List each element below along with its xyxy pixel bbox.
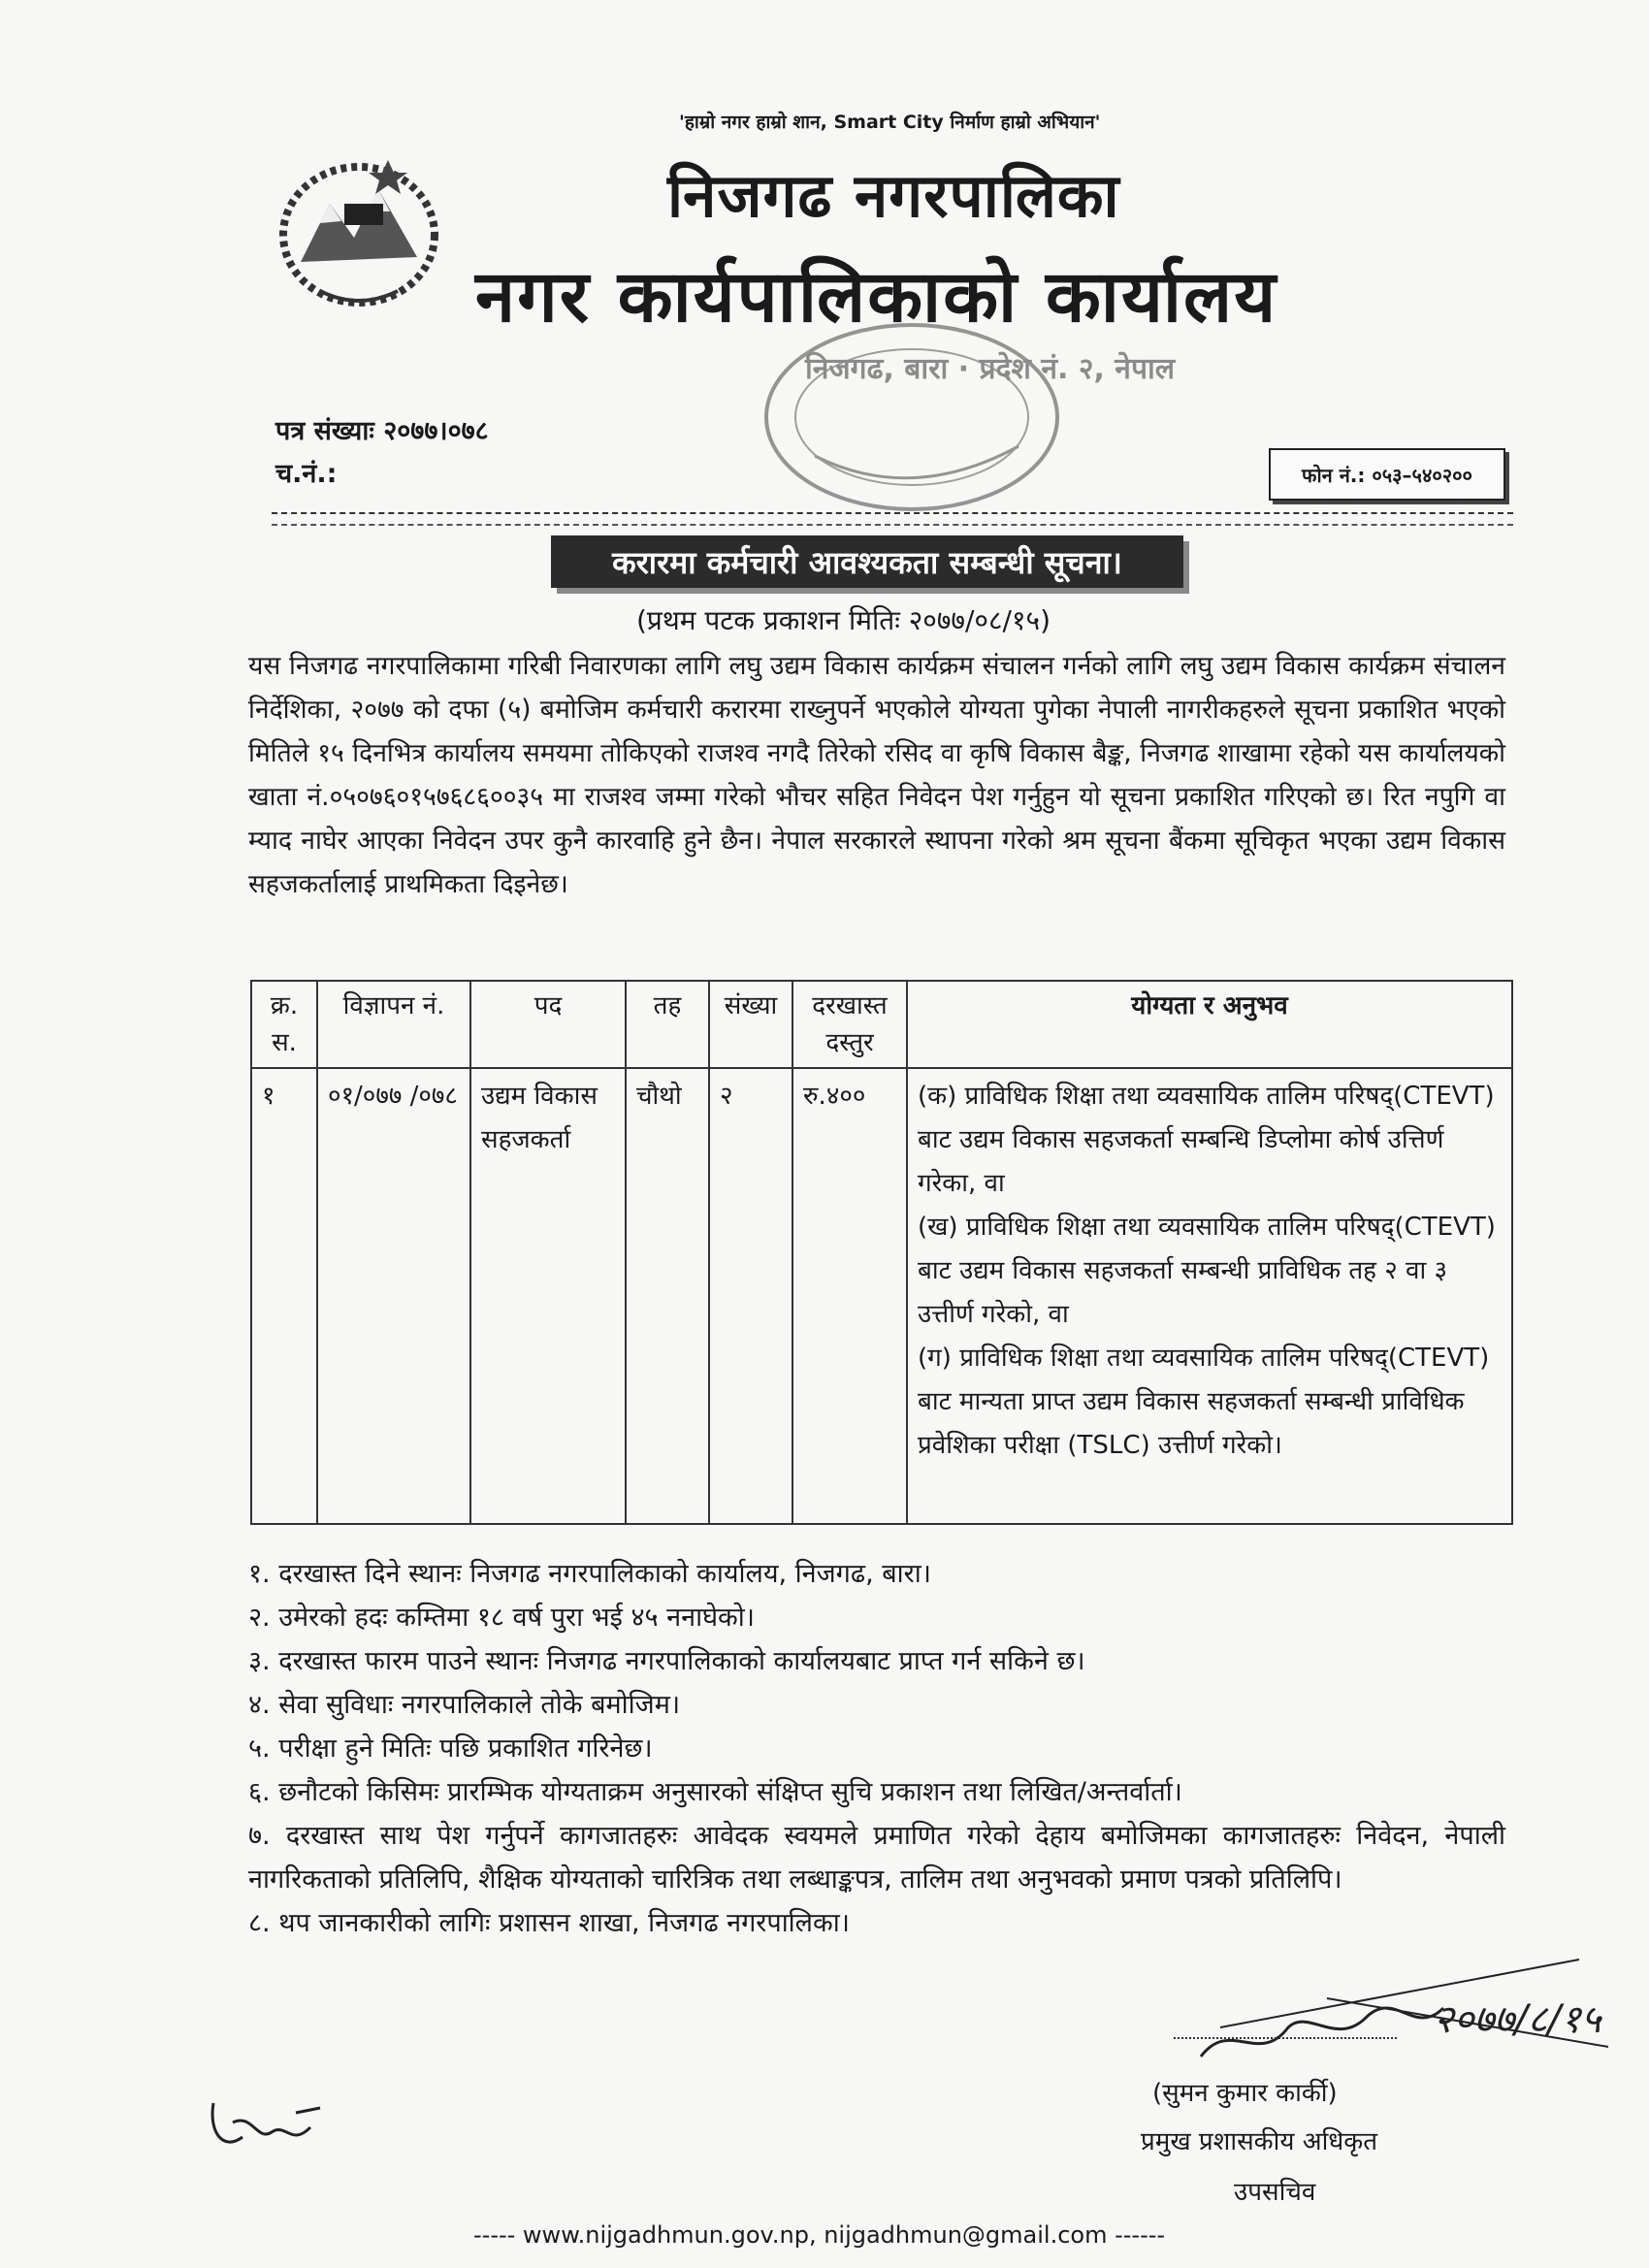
qualification-item: (क) प्राविधिक शिक्षा तथा व्यवसायिक तालिम परिषद्(CTEVT) बाट उद्यम विकास सहजकर्ता सम्बन्धि डिप्लोमा कोर्ष उत्तिर्ण गरेका, वा (918, 1082, 1495, 1198)
term-item: ६. छनौटको किसिमः प्रारम्भिक योग्यताक्रम अनुसारको संक्षिप्त सुचि प्रकाशन तथा लिखित/अन्तर्वार्ता। (248, 1777, 1182, 1807)
publication-date: (प्रथम पटक प्रकाशन मितिः २०७७/०८/१५) (636, 604, 1051, 636)
header-level: तह (626, 981, 709, 1068)
term-item: ७. दरखास्त साथ पेश गर्नुपर्ने कागजातहरुः आवेदक स्वयमले प्रमाणित गरेको देहाय बमोजिमका कागजातहरुः निवेदन, नेपाली नागरिकताको प्रतिलिपि, शैक्षिक योग्यताको चारित्रिक तथा लब्धाङ्कपत्र, तालिम तथा अनुभवको प्रमाण पत्रको प्रतिलिपि। (248, 1821, 1505, 1895)
divider (272, 524, 1513, 526)
term-item: ८. थप जानकारीको लागिः प्रशासन शाखा, निजगढ नगरपालिका। (248, 1908, 850, 1938)
header-count: संख्या (709, 981, 792, 1068)
cell-ad-no: ०१/०७७ /०७८ (317, 1068, 470, 1524)
org-name: निजगढ नगरपालिका (667, 160, 1120, 231)
cell-post: उद्यम विकास सहजकर्ता (470, 1068, 626, 1524)
term-item: १. दरखास्त दिने स्थानः निजगढ नगरपालिकाको कार्यालय, निजगढ, बारा। (248, 1559, 931, 1589)
header-fee: दरखास्त दस्तुर (792, 981, 907, 1068)
signature-line (1174, 2037, 1397, 2039)
term-item: २. उमेरको हदः कम्तिमा १८ वर्ष पुरा भई ४५ ननाघेको। (248, 1603, 756, 1633)
stamp-text: निजगढ, बारा · प्रदेश नं. २, नेपाल (805, 352, 1176, 386)
reference-number: पत्र संख्याः २०७७।०७८ (275, 416, 489, 446)
header-sn: क्र. स. (251, 981, 317, 1068)
table-header-row (251, 981, 1512, 1068)
term-item: ४. सेवा सुविधाः नगरपालिकाले तोके बमोजिम। (248, 1690, 681, 1720)
divider (272, 512, 1513, 514)
vacancy-table (250, 980, 1513, 1525)
cell-count: २ (709, 1068, 792, 1524)
term-item: ३. दरखास्त फारम पाउने स्थानः निजगढ नगरपालिकाको कार्यालयबाट प्राप्त गर्न सकिने छ। (248, 1646, 1085, 1676)
dispatch-number: च.नं.: (275, 459, 338, 489)
notice-body: यस निजगढ नगरपालिकामा गरिबी निवारणका लागि लघु उद्यम विकास कार्यक्रम संचालन गर्नको लागि लघु उद्यम विकास कार्यक्रम संचालन निर्देशिका, २०७७ को दफा (५) बमोजिम कर्मचारी करारमा राख्नुपर्ने भएकोले योग्यता पुगेका नेपाली नागरीकहरुले सूचना प्रकाशित भएको मितिले १५ दिनभित्र कार्यालय समयमा तोकिएको राजश्व नगदै तिरेको रसिद वा कृषि विकास बैङ्क, निजगढ शाखामा रहेको यस कार्यालयको खाता नं.०५०७६०१५७६८६००३५ मा राजश्व जम्मा गरेको भौचर सहित निवेदन पेश गर्नुहुन यो सूचना प्रकाशित गरिएको छ। रित नपुगि वा म्याद नाघेर आएका निवेदन उपर कुनै कारवाहि हुने छैन। नेपाल सरकारले स्थापना गरेको श्रम सूचना बैंकमा सूचिकृत भएका उद्यम विकास सहजकर्तालाई प्राथमिकता दिइनेछ। (248, 651, 1505, 899)
qualification-item: (ग) प्राविधिक शिक्षा तथा व्यवसायिक तालिम परिषद्(CTEVT) बाट मान्यता प्राप्त उद्यम विकास सहजकर्ता सम्बन्धी प्राविधिक प्रवेशिका परीक्षा (TSLC) उत्तीर्ण गरेको। (918, 1344, 1490, 1460)
office-name: नगर कार्यपालिकाको कार्यालय (475, 255, 1278, 339)
term-item: ५. परीक्षा हुने मितिः पछि प्रकाशित गरिनेछ। (248, 1733, 653, 1764)
header-ad-no: विज्ञापन नं. (317, 981, 470, 1068)
nepal-emblem-icon (262, 146, 456, 310)
footer-contact: ----- www.nijgadhmun.gov.np, nijgadhmun@gmail.com ------ (473, 2221, 1166, 2249)
office-stamp-icon (747, 320, 1176, 524)
phone-box: फोन नं.: ०५३–५४०२०० (1269, 448, 1505, 501)
header-qualification: योग्यता र अनुभव (907, 981, 1512, 1068)
signatory-name: (सुमन कुमार कार्की) (1152, 2079, 1338, 2108)
terms-list (248, 1552, 1505, 1945)
cell-sn: १ (251, 1068, 317, 1524)
header-post: पद (470, 981, 626, 1068)
signature-date: २०७७/८/१५ (1434, 1997, 1601, 2042)
cell-qualifications (907, 1068, 1512, 1524)
signature-icon (1191, 1940, 1618, 2095)
signatory-title: प्रमुख प्रशासकीय अधिकृत (1141, 2127, 1378, 2156)
initial-mark-icon (204, 2084, 330, 2161)
qualification-item: (ख) प्राविधिक शिक्षा तथा व्यवसायिक तालिम परिषद्(CTEVT) बाट उद्यम विकास सहजकर्ता सम्बन्धी प्राविधिक तह २ वा ३ उत्तीर्ण गरेको, वा (918, 1213, 1496, 1329)
cell-level: चौथो (626, 1068, 709, 1524)
header-tagline: 'हाम्रो नगर हाम्रो शान, Smart City निर्माण हाम्रो अभियान' (679, 112, 1101, 133)
notice-title: करारमा कर्मचारी आवश्यकता सम्बन्धी सूचना। (551, 535, 1183, 588)
signatory-post: उपसचिव (1234, 2178, 1316, 2207)
cell-fee: रु.४०० (792, 1068, 907, 1524)
table-row (251, 1068, 1512, 1524)
